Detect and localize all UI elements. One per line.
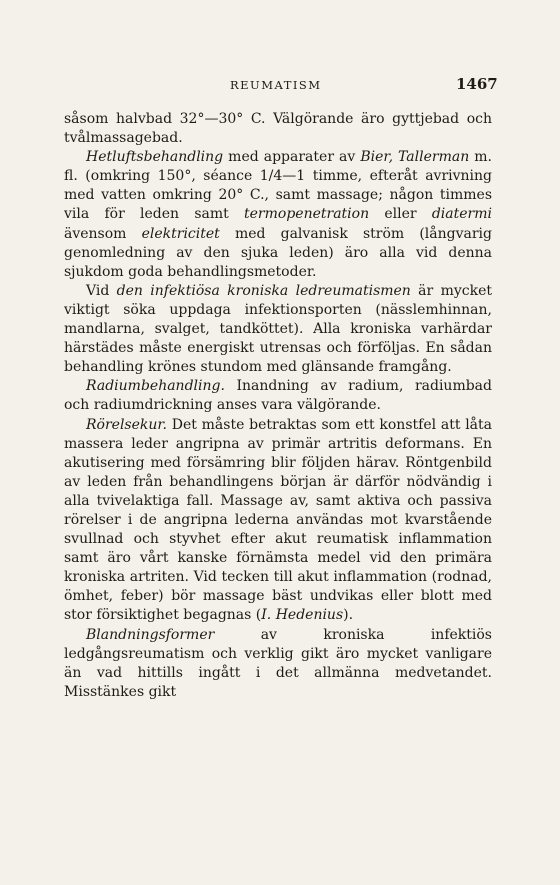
body-text bbox=[64, 110, 492, 702]
italic-run: den infektiösa kroniska ledreumatismen bbox=[116, 282, 411, 299]
text-run: såsom halvbad 32°—30° C. Välgörande äro gyttjebad och tvålmassagebad. bbox=[64, 111, 492, 147]
italic-run: Blandningsformer bbox=[86, 626, 215, 643]
paragraph bbox=[64, 377, 492, 415]
text-run: med galvanisk ström (långvarig genomledning av den sjuka leden) äro alla vid denna sjukdom goda behandlingsmetoder. bbox=[64, 225, 492, 280]
italic-run: diatermi bbox=[431, 206, 492, 223]
text-run: ävensom bbox=[64, 225, 142, 242]
italic-run: elektricitet bbox=[141, 225, 220, 242]
paragraph bbox=[64, 148, 492, 282]
running-header bbox=[0, 76, 560, 96]
text-run: Det måste betraktas som ett konstfel att låta massera leder angripna av primär artritis deformans. En akutisering med försämring blir följden härav. Röntgenbild av leden från behandlingens början är därför nödvändig i alla tvivelaktiga fall. Massage av, samt aktiva och passiva rörelser i de angripna lederna användas mot kvarstående svullnad och styvhet efter akut reumatisk inflammation samt äro vårt kanske förnämsta medel vid den primära kroniska artriten. Vid tecken till akut inflammation (rodnad, ömhet, feber) bör massage bäst undvikas eller blott med stor försiktighet begagnas ( bbox=[64, 416, 492, 624]
text-run: av kroniska infektiös ledgångsreumatism och verklig gikt äro mycket vanligare än vad hittills ingått i det allmänna medvetandet. Misstänkes gikt bbox=[64, 626, 492, 700]
text-run: m. fl. (omkring 150°, séance 1/4—1 timme, efteråt avrivning med vatten omkring 20° C., samt massage; någon timmes vila för leden samt bbox=[64, 149, 493, 223]
text-run: eller bbox=[369, 206, 432, 223]
text-run: Vid bbox=[86, 282, 117, 299]
text-run: med apparater av bbox=[223, 149, 361, 166]
italic-run: Hetluftsbehandling bbox=[86, 149, 224, 166]
paragraph bbox=[64, 110, 492, 148]
italic-run: I. Hedenius bbox=[261, 607, 344, 624]
running-title: REUMATISM bbox=[230, 78, 322, 92]
paragraph bbox=[64, 626, 492, 702]
text-run: Inandning av radium, radiumbad och radiumdrickning anses vara välgörande. bbox=[64, 378, 492, 414]
italic-run: Rörelsekur. bbox=[86, 416, 167, 433]
text-run: är mycket viktigt söka uppdaga infektionsporten (nässlemhinnan, mandlarna, svalget, tandköttet). Alla kroniska varhärdar härstädes måste energiskt utrensas och förföljas. En sådan behandling krönes stundom med glänsande framgång. bbox=[64, 282, 492, 376]
italic-run: termopenetration bbox=[244, 206, 370, 223]
italic-run: Bier, Tallerman bbox=[360, 149, 470, 166]
paragraph bbox=[64, 282, 492, 377]
italic-run: Radiumbehandling. bbox=[86, 378, 225, 395]
text-run: ). bbox=[343, 607, 354, 624]
paragraph bbox=[64, 416, 492, 626]
page-number: 1467 bbox=[456, 75, 498, 93]
